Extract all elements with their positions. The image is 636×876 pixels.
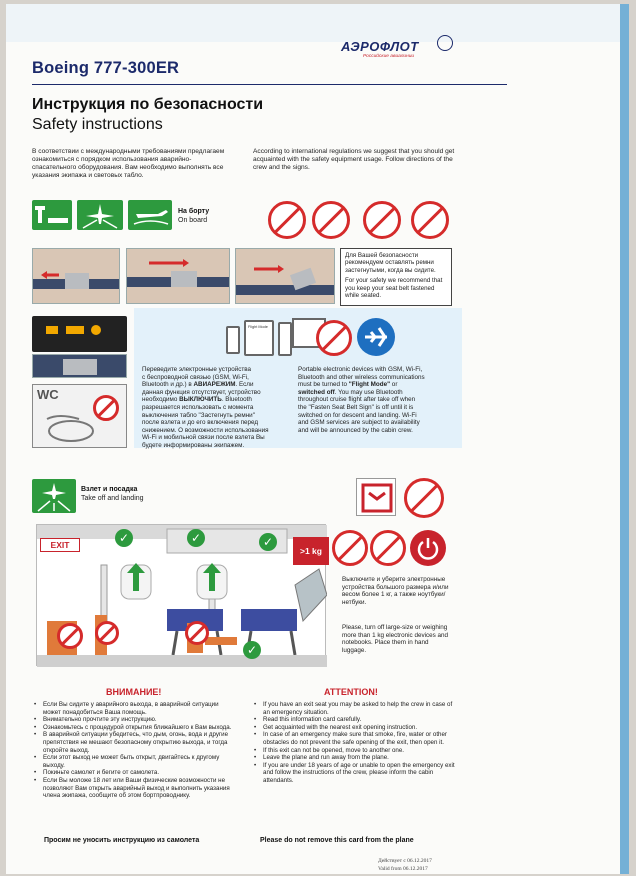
airport-tower-icon [32,200,72,230]
lavatory-box [32,384,127,448]
armrest-stow-icon [356,478,396,516]
safety-card [6,4,629,874]
attention-item: • Если Вы моложе 18 лет или Ваши физические возможности не позволяют Вам открыть аварийный выход и выполнить указания члена экипажа, сообщите об этом бортпроводнику. [32,777,237,800]
wc-label: WC [37,387,59,402]
aircraft-model: Boeing 777-300ER [32,59,180,77]
validity-ru: Действует с 06.12.2017 [378,858,432,864]
header-rule [32,84,507,85]
attention-item: • Leave the plane and run away from the plane. [252,754,457,762]
footer-en: Please do not remove this card from the plane [260,837,414,844]
onboard-en: On board [178,217,208,224]
large-devices-en: Please, turn off large-size or weighing more than 1 kg electronic devices and notebooks. Place them in hand luggage. [342,624,449,654]
attention-item: • In case of an emergency make sure that smoke, fire, water or other obstacles do not prevent the safe opening of the exit, then open it. [252,731,457,746]
no-camera-icon [370,530,406,566]
devices-illustration [226,316,316,360]
title-en: Safety instructions [32,116,163,133]
check-overhead-3-icon: ✓ [259,533,277,551]
check-overhead-1-icon: ✓ [115,529,133,547]
takeoff-en: Take off and landing [81,495,144,502]
attention-item: • Покиньте самолет и бегите от самолета. [32,769,237,777]
check-under-seat-icon: ✓ [243,641,261,659]
no-smoking-icon [268,201,306,239]
runway-takeoff-icon [32,479,76,513]
large-devices-ru: Выключите и уберите электронные устройства большого размера и/или весом более 1 кг, а также ноутбуки/нетбуки. [342,576,449,606]
no-signal-icon [404,478,444,518]
top-band [6,4,620,42]
no-laptop-icon [332,530,368,566]
attention-item: • Ознакомьтесь с процедурой открытия ближайшего к Вам выхода. [32,724,237,732]
power-off-icon [410,530,446,566]
attention-item: • Если этот выход не может быть открыт, двигайтесь к другому выходу. [32,754,237,769]
onboard-ru: На борту [178,208,210,215]
belt-photo-3 [235,248,335,304]
aeroflot-logo: АЭРОФЛОТ Российские авиалинии [341,39,461,71]
intro-en: According to international regulations we suggest that you should get acquainted with the safety equipment usage. Follow directions of the crew and the signs. [253,148,455,172]
logo-emblem-icon [437,35,453,51]
edge-stripe [620,4,629,874]
intro-ru: В соответствии с международными требованиями предлагаем ознакомиться с порядком использования аварийно-спасательного оборудования. Вам необходимо выполнять все указания экипажа и световых табло. [32,148,225,180]
attention-item: • If you are under 18 years of age or unable to open the emergency exit and follow the instructions of the crew, please inform the cabin attendants. [252,762,457,785]
taxiing-plane-icon [77,200,123,230]
no-bag-under-seat-icon [185,621,209,645]
weight-limit-badge: >1 kg [293,537,329,565]
no-bag-in-aisle-icon [95,621,119,645]
attention-title-ru: ВНИМАНИЕ! [106,687,162,697]
takeoff-ru: Взлет и посадка [81,486,138,493]
exit-sign: EXIT [40,538,80,552]
no-microphone-icon [411,201,449,239]
belt-photo-2 [126,248,230,304]
attention-title-en: ATTENTION! [324,687,378,697]
footer-ru: Просим не уносить инструкцию из самолета [44,837,200,844]
no-wifi-icon [316,320,352,356]
attention-list-en [252,701,457,785]
attention-item: • If this exit can not be opened, move to another one. [252,747,457,755]
attention-item: • Get acquainted with the nearest exit opening instruction. [252,724,457,732]
no-speakers-icon [312,201,350,239]
electronics-ru: Переведите электронные устройства с беспроводной связью (GSM, Wi-Fi, Bluetooth и др.) в АВИАРЕЖИМ. Если данная функция отсутствует, устройство необходимо ВЫКЛЮЧИТЬ. Bluetooth разрешается использовать с момента выключения табло "Застегнуть ремни" после взлета и до его включения перед снижением. О возможности использования Wi-Fi и мобильной связи после взлета Вы будете информированы экипажем. [142,366,269,449]
belt-buckle-photo [32,354,127,378]
title-ru: Инструкция по безопасности [32,96,264,113]
seatbelt-note: Для Вашей безопасности рекомендуем оставлять ремни застегнутыми, когда вы сидите. For your safety we recommend that you keep your seat belt fastened while seated. [340,248,452,306]
belt-photo-1 [32,248,120,304]
plane-in-flight-icon [128,200,172,230]
attention-item: • Если Вы сидите у аварийного выхода, в аварийной ситуации может понадобиться Ваша помощь. [32,701,237,716]
flight-mode-icon [357,318,395,356]
no-remote-toys-icon [363,201,401,239]
attention-item: • Внимательно прочтите эту инструкцию. [32,716,237,724]
attention-item: • If you have an exit seat you may be asked to help the crew in case of an emergency situation. [252,701,457,716]
electronics-en: Portable electronic devices with GSM, Wi-Fi, Bluetooth and other wireless communications must be turned to "Flight Mode" or switched off. You may use Bluetooth throughout cruise flight after take off when the "Fasten Seat Belt Sign" is off until it is switched on for descent and landing. Wi-Fi and GSM services are subject to availability and will be announced by the cabin crew. [298,366,425,434]
validity-en: Valid from 06.12.2017 [378,866,428,872]
check-overhead-2-icon: ✓ [187,529,205,547]
attention-item: • Read this information card carefully. [252,716,457,724]
attention-item: • В аварийной ситуации убедитесь, что дым, огонь, вода и другие препятствия не мешают безопасному открытию выхода, и тогда откройте выход. [32,731,237,754]
seatbelt-sign-icon [32,316,127,352]
tablet-icon: Flight Mode [244,320,274,356]
no-bag-at-exit-icon [57,623,83,649]
attention-list-ru [32,701,237,800]
phone-2-icon [278,322,292,356]
phone-icon [226,326,240,354]
